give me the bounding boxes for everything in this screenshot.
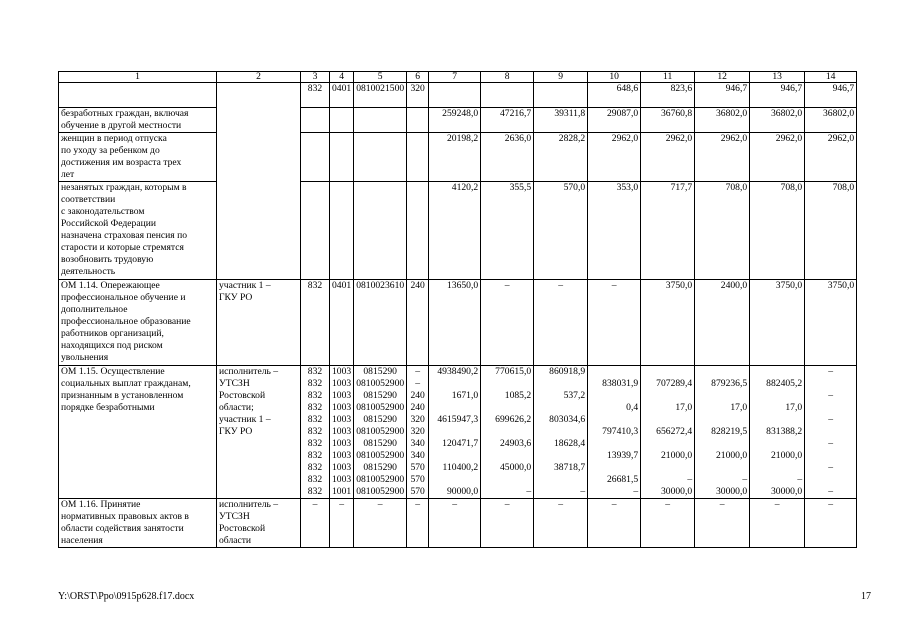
table-cell: 320	[407, 83, 429, 108]
table-cell: 2962,0	[641, 133, 695, 182]
table-cell	[534, 83, 588, 108]
table-cell: 0815290 0810052900 0815290 0810052900 0815290 0810052900 0815290 0810052900 0815290 0810052900 0810052900	[354, 366, 407, 499]
table-cell: незанятых граждан, которым в соответствии с законодательством Российской Федерации назначена страховая пенсия по старости и которые стремятся возобновить трудовую деятельность	[59, 182, 217, 280]
table-cell: –	[805, 499, 857, 548]
table-cell: 832	[301, 280, 330, 366]
table-cell: 570,0	[534, 182, 588, 280]
table-cell: участник 1 – ГКУ РО	[217, 280, 301, 366]
table-cell: 1003 1003 1003 1003 1003 1003 1003 1003 1003 1003 1001	[330, 366, 354, 499]
table-cell: 353,0	[588, 182, 641, 280]
table-cell: 2962,0	[805, 133, 857, 182]
table-cell: –	[330, 499, 354, 548]
table-cell: 20198,2	[429, 133, 481, 182]
table-cell: 707289,4 17,0 656272,4 21000,0 – 30000,0	[641, 366, 695, 499]
table-cell: 708,0	[750, 182, 805, 280]
col-header: 13	[750, 72, 805, 83]
table-cell: 36802,0	[805, 108, 857, 133]
table-cell: –	[695, 499, 750, 548]
table-cell: 259248,0	[429, 108, 481, 133]
table-cell: 838031,9 0,4 797410,3 13939,7 26681,5 –	[588, 366, 641, 499]
table-cell: 832	[301, 83, 330, 108]
table-cell	[429, 83, 481, 108]
table-cell	[301, 108, 330, 133]
col-header: 3	[301, 72, 330, 83]
table-cell: 240	[407, 280, 429, 366]
table-cell: 882405,2 17,0 831388,2 21000,0 – 30000,0	[750, 366, 805, 499]
table-cell: 946,7	[695, 83, 750, 108]
table-cell: 770615,0 1085,2 699626,2 24903,6 45000,0 –	[481, 366, 534, 499]
table-row	[59, 133, 857, 182]
col-header: 10	[588, 72, 641, 83]
table-cell	[407, 108, 429, 133]
table-cell: 832 832 832 832 832 832 832 832 832 832 832	[301, 366, 330, 499]
col-header: 11	[641, 72, 695, 83]
table-cell: безработных граждан, включая обучение в другой местности	[59, 108, 217, 133]
table-cell: 717,7	[641, 182, 695, 280]
table-cell: исполнитель – УТСЗН Ростовской области	[217, 499, 301, 548]
col-header: 9	[534, 72, 588, 83]
table-cell	[330, 133, 354, 182]
table-cell: ОМ 1.15. Осуществление социальных выплат гражданам, признанным в установленном порядке безработными	[59, 366, 217, 499]
table-cell: –	[588, 499, 641, 548]
col-header: 2	[217, 72, 301, 83]
col-header: 7	[429, 72, 481, 83]
table-cell: 13650,0	[429, 280, 481, 366]
col-header: 6	[407, 72, 429, 83]
table-cell: 2636,0	[481, 133, 534, 182]
table-cell: исполнитель – УТСЗН Ростовской области; участник 1 – ГКУ РО	[217, 366, 301, 499]
col-header: 14	[805, 72, 857, 83]
table-cell: 823,6	[641, 83, 695, 108]
table-row	[59, 108, 857, 133]
table-cell	[407, 133, 429, 182]
table-cell: –	[481, 499, 534, 548]
table-cell: 879236,5 17,0 828219,5 21000,0 – 30000,0	[695, 366, 750, 499]
table-cell: –	[481, 280, 534, 366]
table-cell: 0401	[330, 83, 354, 108]
table-cell: – – 240 240 320 320 340 340 570 570 570	[407, 366, 429, 499]
table-cell: –	[301, 499, 330, 548]
table-cell: 708,0	[695, 182, 750, 280]
table-cell: 39311,8	[534, 108, 588, 133]
table-cell: 0810021500	[354, 83, 407, 108]
table-cell: 2962,0	[750, 133, 805, 182]
table-cell: 47216,7	[481, 108, 534, 133]
table-cell: ОМ 1.14. Опережающее профессиональное обучение и дополнительное профессиональное образование работников организаций, находящихся под риском увольнения	[59, 280, 217, 366]
table-cell: –	[534, 280, 588, 366]
table-cell: 355,5	[481, 182, 534, 280]
table-cell	[330, 182, 354, 280]
table-cell: 36760,8	[641, 108, 695, 133]
table-cell: 3750,0	[641, 280, 695, 366]
col-header: 5	[354, 72, 407, 83]
table-row	[59, 280, 857, 366]
table-cell	[354, 182, 407, 280]
table-cell: 3750,0	[750, 280, 805, 366]
budget-table	[58, 71, 857, 548]
table-cell: 36802,0	[695, 108, 750, 133]
table-cell: –	[429, 499, 481, 548]
table-cell	[59, 83, 217, 108]
table-cell	[354, 108, 407, 133]
table-cell: 36802,0	[750, 108, 805, 133]
table-cell: 2828,2	[534, 133, 588, 182]
col-header: 8	[481, 72, 534, 83]
table-cell	[301, 133, 330, 182]
table-row	[59, 83, 857, 108]
column-number-row	[59, 72, 857, 83]
col-header: 4	[330, 72, 354, 83]
table-cell	[217, 83, 301, 280]
table-row	[59, 366, 857, 499]
table-cell: –	[407, 499, 429, 548]
table-cell: –	[750, 499, 805, 548]
table-cell: 0401	[330, 280, 354, 366]
table-cell	[301, 182, 330, 280]
table-cell: 946,7	[750, 83, 805, 108]
table-cell: 29087,0	[588, 108, 641, 133]
table-cell: 4120,2	[429, 182, 481, 280]
table-cell: –	[354, 499, 407, 548]
table-cell	[330, 108, 354, 133]
table-row	[59, 499, 857, 548]
table-cell: женщин в период отпуска по уходу за ребенком до достижения им возраста трех лет	[59, 133, 217, 182]
table-cell: 2400,0	[695, 280, 750, 366]
table-cell: 708,0	[805, 182, 857, 280]
table-cell: 4938490,2 1671,0 4615947,3 120471,7 110400,2 90000,0	[429, 366, 481, 499]
table-cell: –	[588, 280, 641, 366]
table-cell: 648,6	[588, 83, 641, 108]
table-cell: 2962,0	[695, 133, 750, 182]
table-cell: 860918,9 537,2 803034,6 18628,4 38718,7 –	[534, 366, 588, 499]
table-cell	[407, 182, 429, 280]
table-cell	[354, 133, 407, 182]
document-path: Y:\ORST\Ppo\0915p628.f17.docx	[58, 591, 195, 602]
table-cell: –	[641, 499, 695, 548]
table-cell: ОМ 1.16. Принятие нормативных правовых актов в области содействия занятости населения	[59, 499, 217, 548]
col-header: 1	[59, 72, 217, 83]
table-cell: –	[534, 499, 588, 548]
table-row	[59, 182, 857, 280]
table-cell: 3750,0	[805, 280, 857, 366]
table-cell	[481, 83, 534, 108]
table-cell: – – – – – –	[805, 366, 857, 499]
table-cell: 0810023610	[354, 280, 407, 366]
table-cell: 946,7	[805, 83, 857, 108]
table-cell: 2962,0	[588, 133, 641, 182]
col-header: 12	[695, 72, 750, 83]
page-number: 17	[861, 591, 871, 602]
